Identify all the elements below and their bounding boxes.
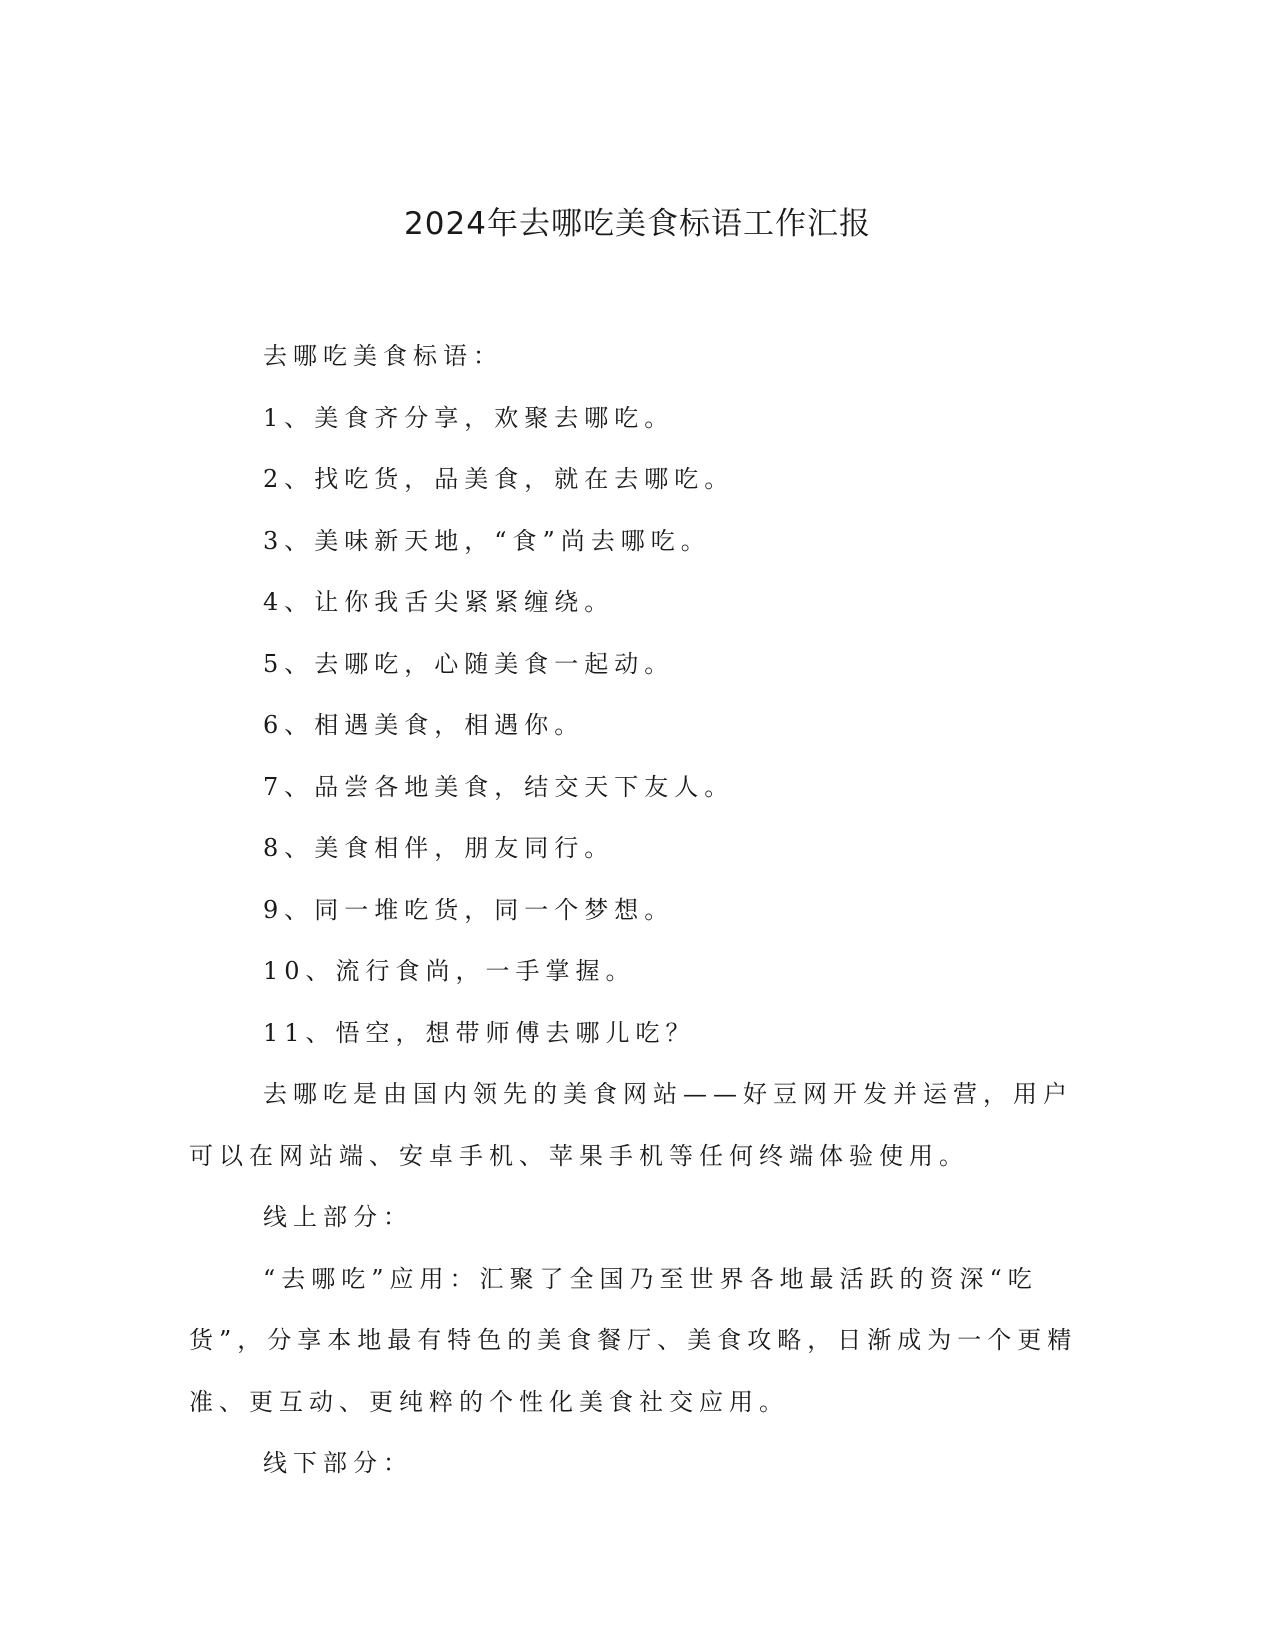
document-body [189, 326, 1084, 1495]
section-heading: 去哪吃美食标语： [263, 342, 503, 370]
slogan-item: 4、让你我舌尖紧紧缠绕。 [263, 588, 615, 616]
slogan-item: 10、流行食尚，一手掌握。 [263, 957, 636, 985]
online-paragraph: “去哪吃”应用：汇聚了全国乃至世界各地最活跃的资深“吃货”，分享本地最有特色的美食餐厅、美食攻略，日渐成为一个更精准、更互动、更纯粹的个性化美食社交应用。 [189, 1264, 1078, 1416]
slogan-item: 9、同一堆吃货，同一个梦想。 [263, 895, 675, 924]
slogan-item: 7、品尝各地美食，结交天下友人。 [263, 772, 735, 801]
slogan-item: 3、美味新天地，“食”尚去哪吃。 [263, 526, 711, 555]
online-heading: 线上部分： [263, 1203, 413, 1231]
slogan-item: 11、悟空，想带师傅去哪儿吃？ [263, 1018, 696, 1047]
slogan-item: 5、去哪吃，心随美食一起动。 [263, 649, 675, 678]
slogan-item: 1、美食齐分享，欢聚去哪吃。 [263, 403, 675, 432]
document-title: 2024年去哪吃美食标语工作汇报 [404, 206, 871, 242]
slogan-item: 2、找吃货，品美食，就在去哪吃。 [263, 465, 735, 493]
intro-paragraph: 去哪吃是由国内领先的美食网站——好豆网开发并运营，用户可以在网站端、安卓手机、苹果手机等任何终端体验使用。 [189, 1080, 1073, 1170]
offline-heading: 线下部分： [263, 1449, 413, 1477]
slogan-item: 6、相遇美食，相遇你。 [263, 711, 585, 739]
slogan-item: 8、美食相伴，朋友同行。 [263, 834, 615, 862]
